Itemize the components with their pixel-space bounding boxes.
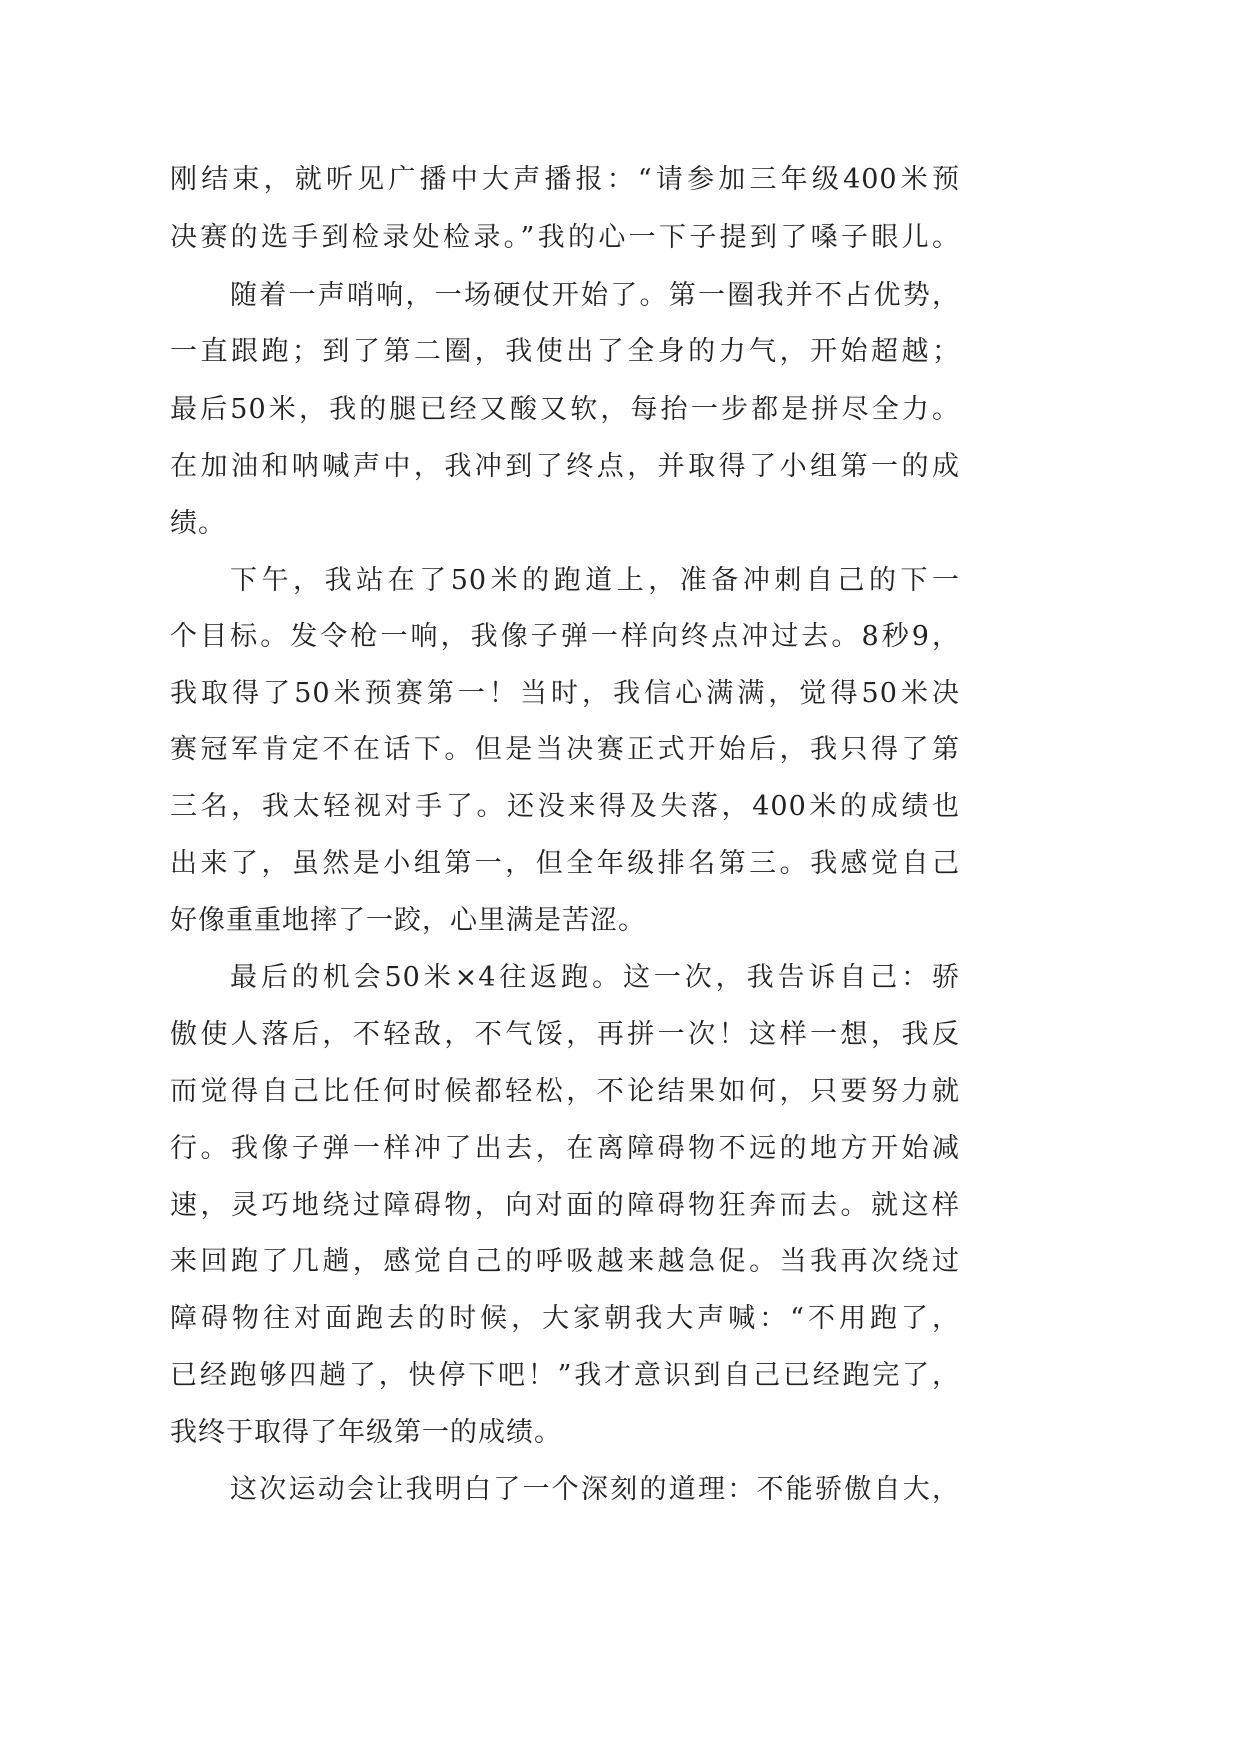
text-line: 最后50米，我的腿已经又酸又软，每抬一步都是拼尽全力。 xyxy=(170,394,960,425)
text-line: 行。我像子弹一样冲了出去，在离障碍物不远的地方开始减 xyxy=(170,1133,960,1164)
text-line: 速，灵巧地绕过障碍物，向对面的障碍物狂奔而去。就这样 xyxy=(170,1190,960,1221)
text-line: 最后的机会50米×4往返跑。这一次，我告诉自己：骄 xyxy=(230,962,960,993)
text-line: 在加油和呐喊声中，我冲到了终点，并取得了小组第一的成 xyxy=(170,451,960,482)
text-line: 个目标。发令枪一响，我像子弹一样向终点冲过去。8秒9， xyxy=(170,621,960,652)
text-line: 障碍物往对面跑去的时候，大家朝我大声喊：“不用跑了， xyxy=(170,1303,960,1334)
text-line: 已经跑够四趟了，快停下吧！”我才意识到自己已经跑完了， xyxy=(170,1360,960,1391)
text-line: 一直跟跑；到了第二圈，我使出了全身的力气，开始超越； xyxy=(170,336,960,367)
text-line: 下午，我站在了50米的跑道上，准备冲刺自己的下一 xyxy=(230,565,960,596)
text-line: 我取得了50米预赛第一！当时，我信心满满，觉得50米决 xyxy=(170,678,960,709)
text-line: 绩。 xyxy=(170,508,226,539)
text-line: 出来了，虽然是小组第一，但全年级排名第三。我感觉自己 xyxy=(170,848,960,879)
text-line: 好像重重地摔了一跤，心里满是苦涩。 xyxy=(170,905,646,936)
text-line: 我终于取得了年级第一的成绩。 xyxy=(170,1417,562,1448)
text-line: 刚结束，就听见广播中大声播报：“请参加三年级400米预 xyxy=(170,164,960,195)
text-line: 三名，我太轻视对手了。还没来得及失落，400米的成绩也 xyxy=(170,791,960,822)
text-line: 这次运动会让我明白了一个深刻的道理：不能骄傲自大， xyxy=(230,1474,960,1505)
text-line: 而觉得自己比任何时候都轻松，不论结果如何，只要努力就 xyxy=(170,1076,960,1107)
text-line: 随着一声哨响，一场硬仗开始了。第一圈我并不占优势， xyxy=(230,280,960,311)
text-line: 决赛的选手到检录处检录。”我的心一下子提到了嗓子眼儿。 xyxy=(170,222,960,253)
text-line: 来回跑了几趟，感觉自己的呼吸越来越急促。当我再次绕过 xyxy=(170,1246,960,1277)
text-line: 赛冠军肯定不在话下。但是当决赛正式开始后，我只得了第 xyxy=(170,734,960,765)
text-line: 傲使人落后，不轻敌，不气馁，再拼一次！这样一想，我反 xyxy=(170,1019,960,1050)
